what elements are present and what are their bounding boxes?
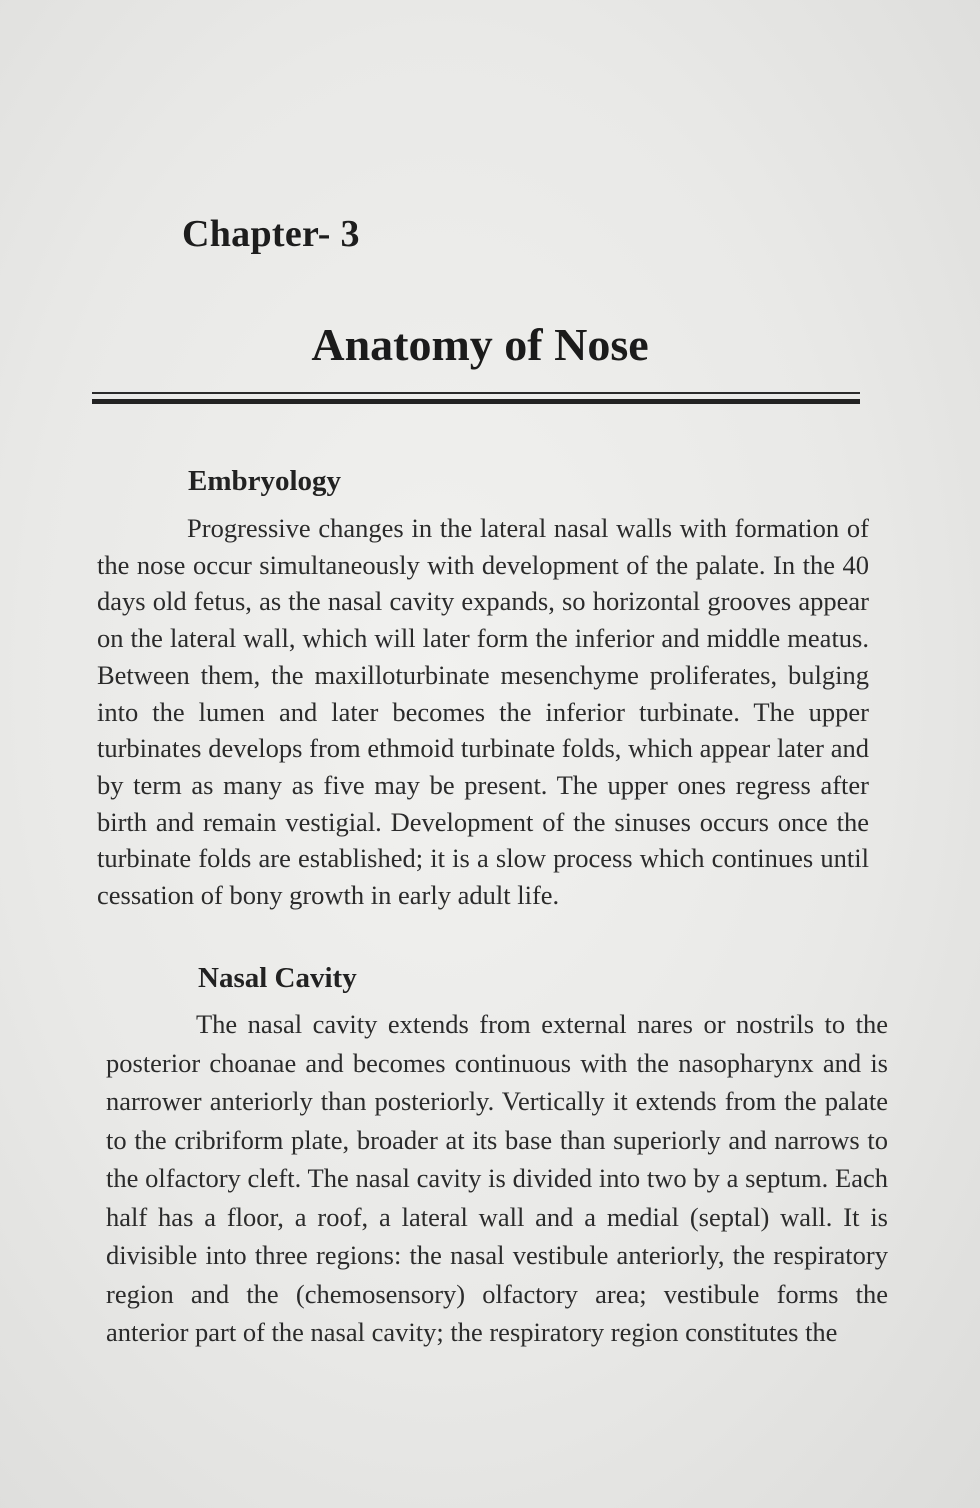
title-divider	[92, 392, 860, 406]
section-body-embryology: Progressive changes in the lateral nasal walls with formation of the nose occur simultaneously with development of the palate. In the 40 days old fetus, as the nasal cavity expands, so horizontal grooves appear on the lateral wall, which will later form the inferior and middle meatus. Between them, the maxilloturbinate mesenchyme proliferates, bulging into the lumen and later becomes the inferior turbinate. The upper turbinates develops from ethmoid turbinate folds, which appear later and by term as many as five may be present. The upper ones regress after birth and remain vestigial. Development of the sinuses occurs once the turbinate folds are established; it is a slow process which continues until cessation of bony growth in early adult life.	[97, 513, 869, 911]
chapter-label: Chapter- 3	[182, 213, 360, 255]
section-heading-nasal-cavity: Nasal Cavity	[198, 962, 357, 994]
chapter-title: Anatomy of Nose	[311, 319, 649, 370]
divider-thick-line	[92, 399, 860, 404]
section-body-nasal-cavity: The nasal cavity extends from external nares or nostrils to the posterior choanae and becomes continuous with the nasopharynx and is narrower anteriorly than posteriorly. Vertically it extends from the palate to the cribriform plate, broader at its base than superiorly and narrows to the olfactory cleft. The nasal cavity is divided into two by a septum. Each half has a floor, a roof, a lateral wall and a medial (septal) wall. It is divisible into three regions: the nasal vestibule anteriorly, the respiratory region and the (chemosensory) olfactory area; vestibule forms the anterior part of the nasal cavity; the respiratory region constitutes the	[106, 1009, 888, 1347]
section-heading-embryology: Embryology	[188, 465, 342, 497]
divider-thin-line	[92, 392, 860, 394]
